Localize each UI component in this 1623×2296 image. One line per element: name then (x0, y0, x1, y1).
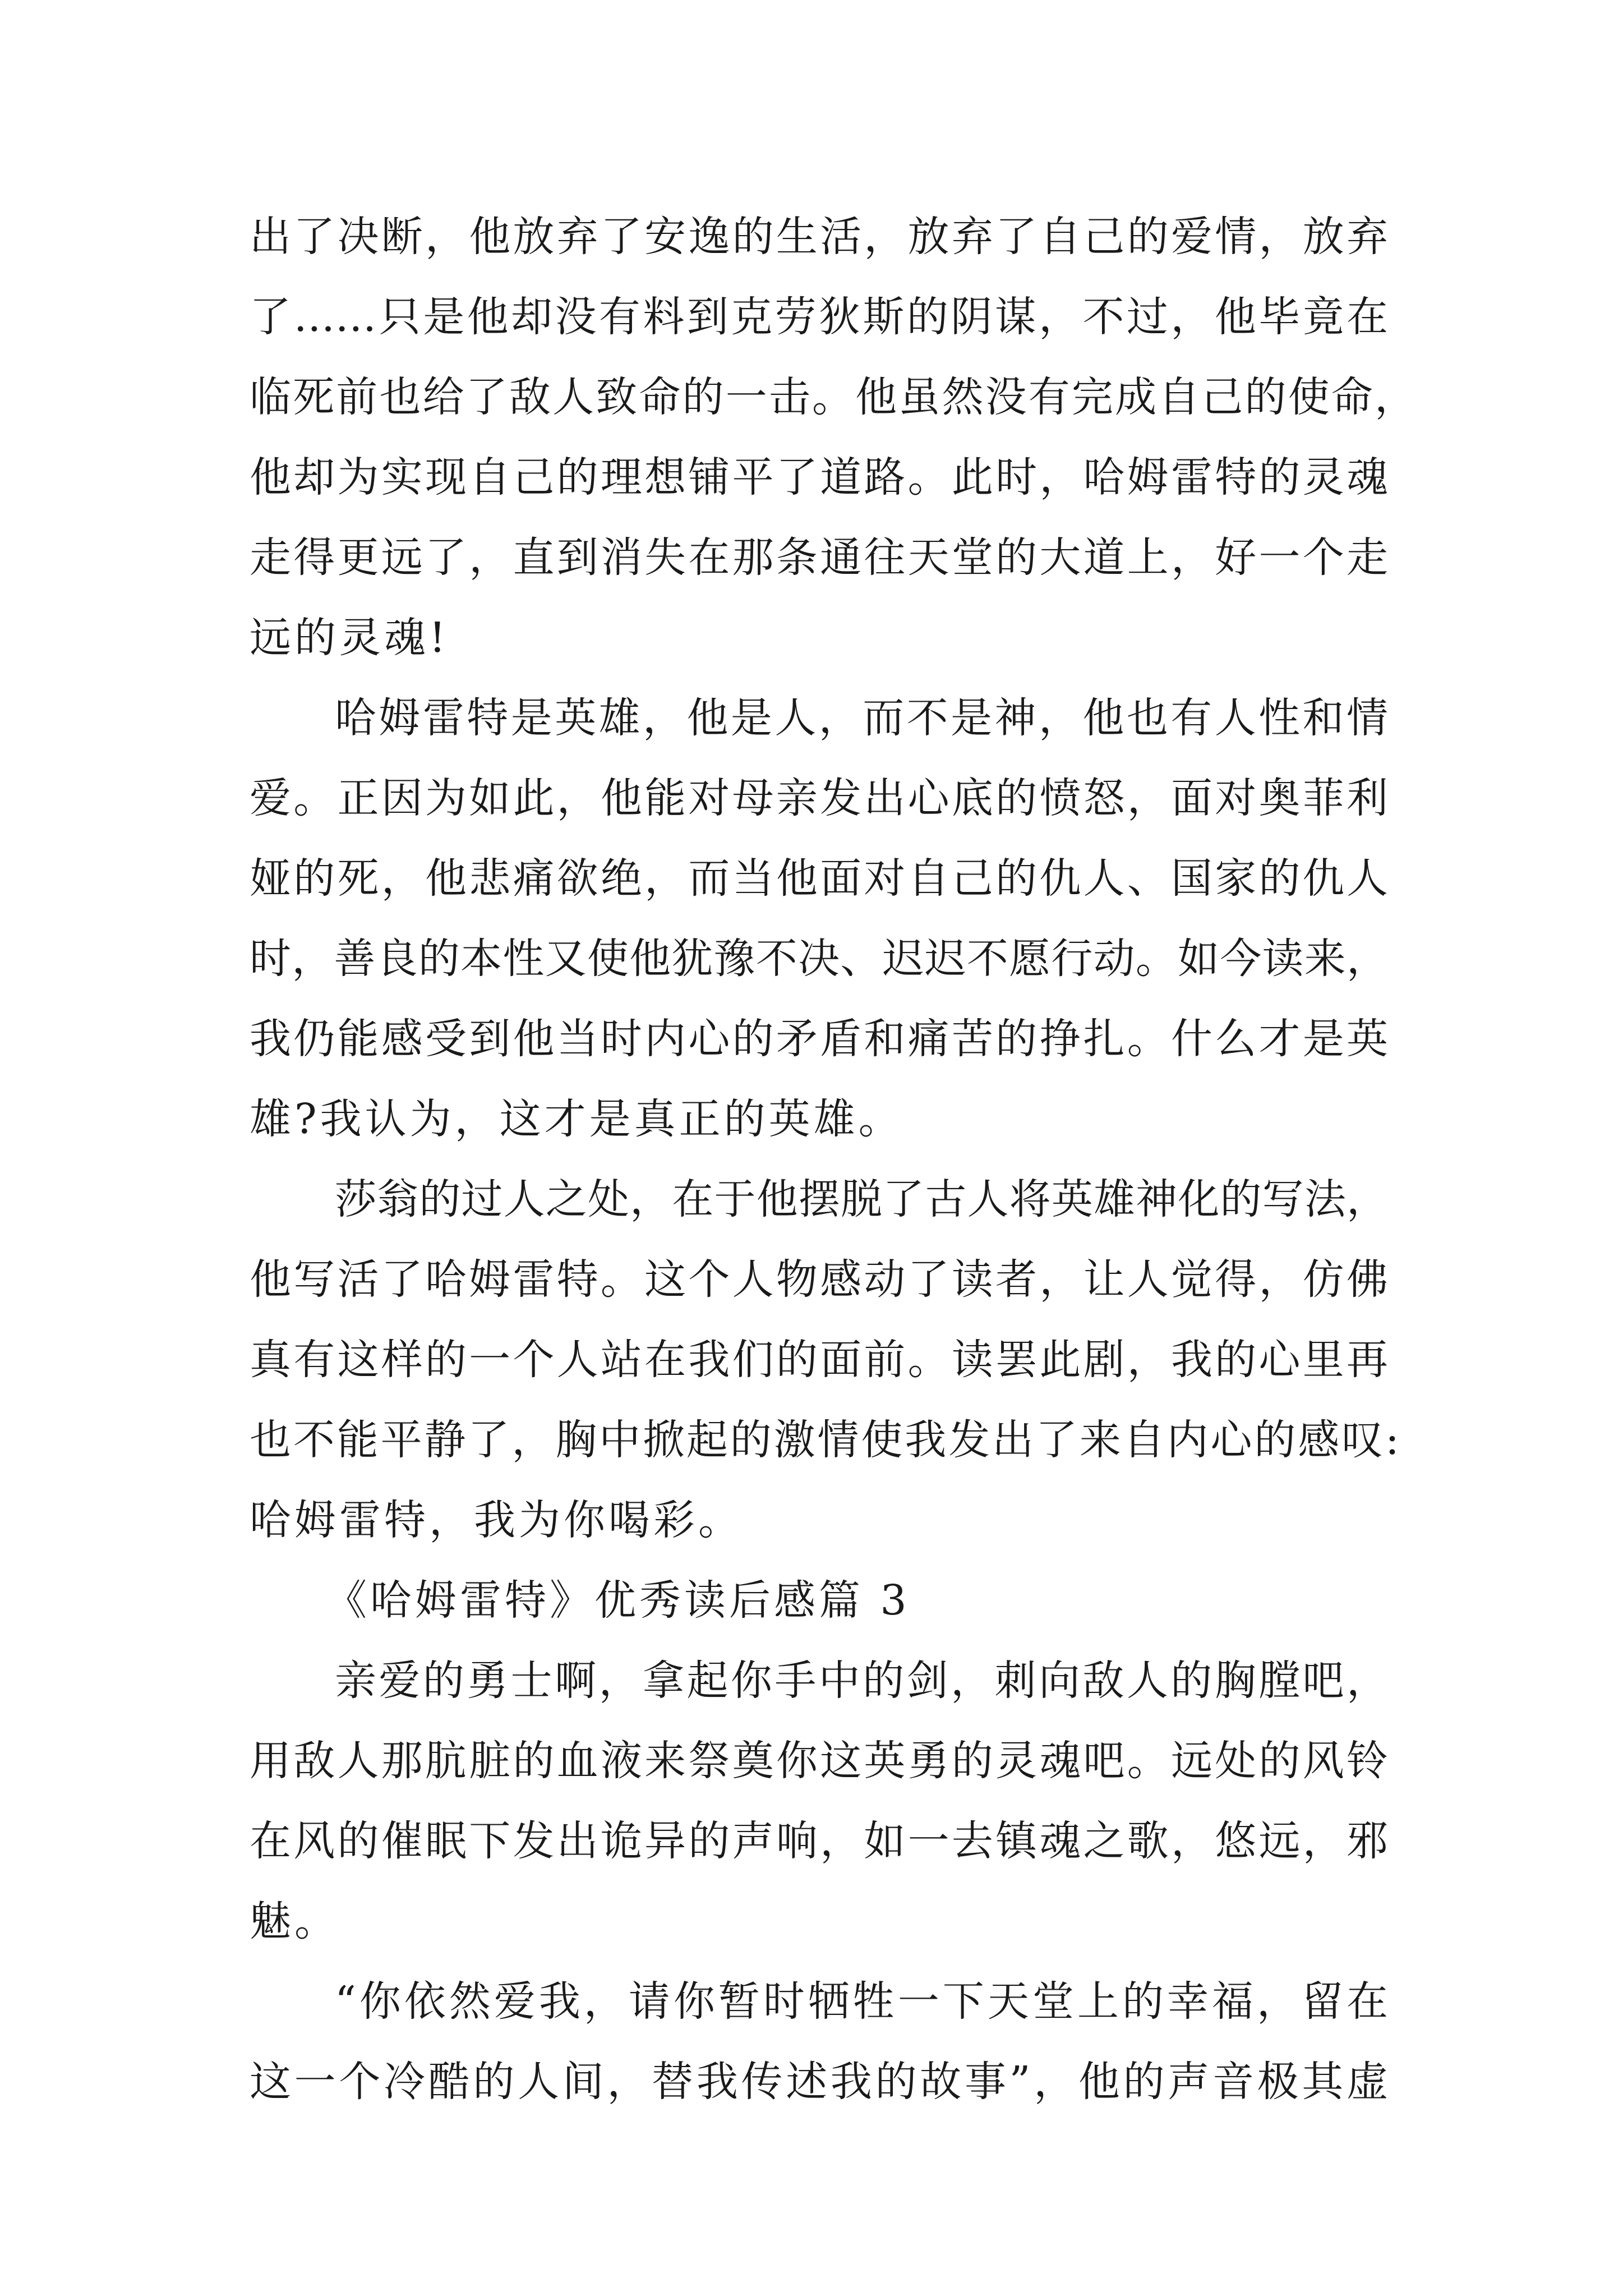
text-line: 他写活了哈姆雷特。这个人物感动了读者，让人觉得，仿佛 (250, 1255, 1388, 1304)
text-line: 爱。正因为如此，他能对母亲发出心底的愤怒，面对奥菲利 (250, 774, 1388, 822)
text-line: 远的灵魂! (250, 614, 449, 662)
text-line: 也不能平静了，胸中掀起的激情使我发出了来自内心的感叹: (250, 1416, 1399, 1464)
paragraph-first-line: 莎翁的过人之处，在于他摆脱了古人将英雄神化的写法， (335, 1175, 1388, 1223)
text-line: 时，善良的本性又使他犹豫不决、迟迟不愿行动。如今读来， (250, 935, 1388, 983)
text-line: 临死前也给了敌人致命的一击。他虽然没有完成自己的使命， (250, 373, 1416, 421)
text-line: 他却为实现自己的理想铺平了道路。此时，哈姆雷特的灵魂 (250, 453, 1388, 501)
section-heading: 《哈姆雷特》优秀读后感篇 3 (325, 1576, 910, 1625)
text-line: 真有这样的一个人站在我们的面前。读罢此剧，我的心里再 (250, 1336, 1388, 1384)
text-line: 雄?我认为，这才是真正的英雄。 (250, 1095, 903, 1143)
text-line: 魅。 (250, 1897, 339, 1945)
text-line: 哈姆雷特，我为你喝彩。 (250, 1496, 743, 1544)
text-line: 在风的催眠下发出诡异的声响，如一去镇魂之歌，悠远，邪 (250, 1817, 1388, 1865)
paragraph-first-line: 哈姆雷特是英雄，他是人，而不是神，他也有人性和情 (335, 694, 1388, 742)
text-line: 娅的死，他悲痛欲绝，而当他面对自己的仇人、国家的仇人 (250, 854, 1388, 903)
text-line: 走得更远了，直到消失在那条通往天堂的大道上，好一个走 (250, 533, 1388, 582)
text-line: 用敌人那肮脏的血液来祭奠你这英勇的灵魂吧。远处的风铃 (250, 1737, 1388, 1785)
text-line: 出了决断，他放弃了安逸的生活，放弃了自己的爱情，放弃 (250, 213, 1388, 261)
paragraph-first-line: “你依然爱我，请你暂时牺牲一下天堂上的幸福，留在 (335, 1977, 1388, 2026)
text-line: 我仍能感受到他当时内心的矛盾和痛苦的挣扎。什么才是英 (250, 1015, 1388, 1063)
text-line: 这一个冷酷的人间，替我传述我的故事”，他的声音极其虚 (250, 2058, 1388, 2106)
paragraph-first-line: 亲爱的勇士啊，拿起你手中的剑，刺向敌人的胸膛吧， (335, 1657, 1388, 1705)
text-line: 了……只是他却没有料到克劳狄斯的阴谋，不过，他毕竟在 (250, 293, 1388, 341)
